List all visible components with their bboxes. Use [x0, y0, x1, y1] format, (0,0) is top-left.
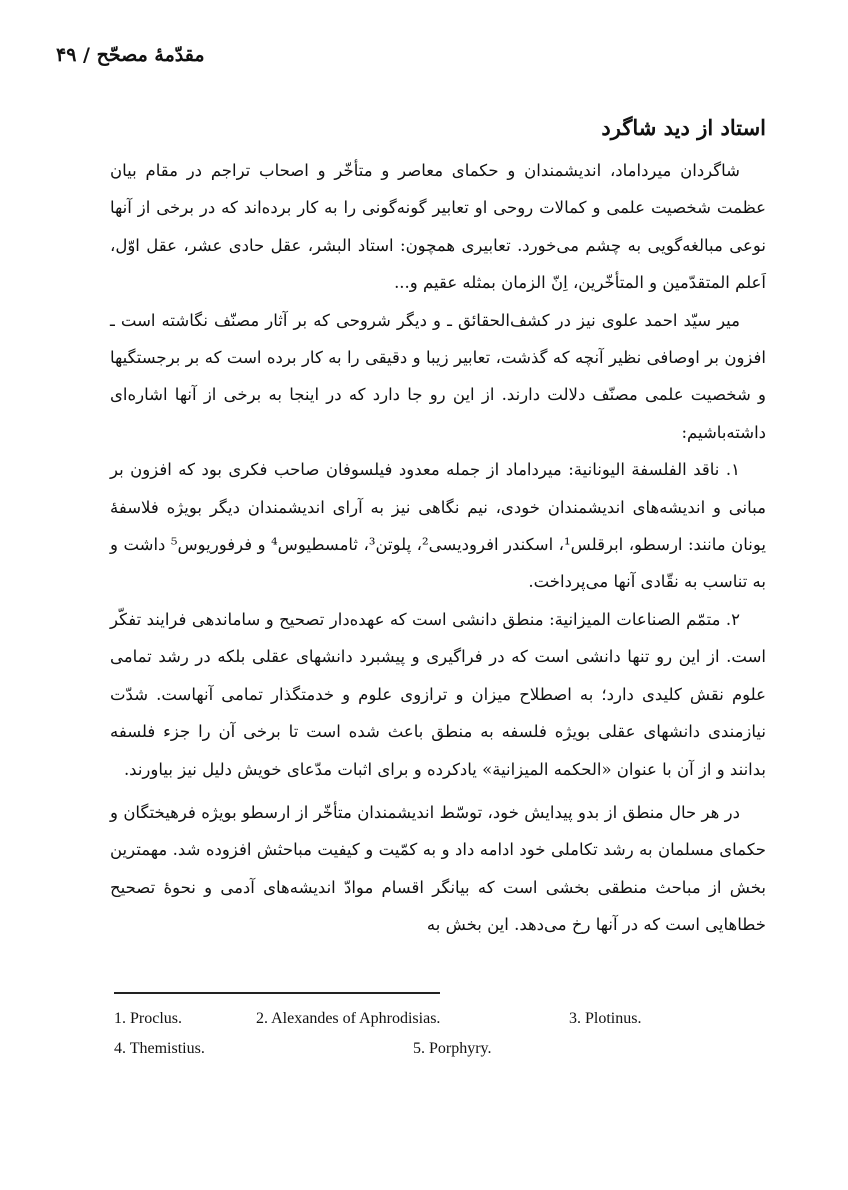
footnote-3: 3. Plotinus.: [569, 1010, 642, 1027]
footnote-row: [114, 1010, 714, 1040]
footnotes: [114, 1010, 714, 1070]
footnote-divider: [114, 992, 440, 994]
footnote-1: 1. Proclus.: [114, 1010, 182, 1027]
paragraph-greek-critic: ۱. ناقد الفلسفة الیونانیة: میرداماد از جمله معدود فیلسوفان صاحب فکری بود که افزون بر مبانی و اندیشه‌های اندیشمندان خودی، نیم نگاهی نیز به آرای اندیشمندان دیگر بویژه فلاسفهٔ یونان مانند: ارسطو، ابرقلس¹، اسکندر افرودیسی²، پلوتن³، ثامسطیوس⁴ و فرفوریوس⁵ داشت و به تناسب به نقّادی آنها می‌پرداخت.: [110, 460, 766, 592]
paragraph-logic-history: در هر حال منطق از بدو پیدایش خود، توسّط اندیشمندان متأخّر از ارسطو بویژه فرهیختگان و حکمای مسلمان به رشد تکاملی خود ادامه داد و به کمّیت و کیفیت مباحثش افزوده شد. مهمترین بخش از مباحث منطقی بخشی است که بیانگر اقسام موادّ اندیشه‌های آدمی و نحوهٔ تصحیح خطاهایی است که در آنها رخ می‌دهد. این بخش به: [110, 802, 766, 935]
main-text: [110, 108, 766, 944]
footnote-row: [114, 1040, 714, 1070]
footnote-4: 4. Themistius.: [114, 1040, 205, 1057]
paragraph-students: شاگردان میرداماد، اندیشمندان و حکمای معاصر و متأخّر و اصحاب تراجم در مقام بیان عظمت شخصیت علمی و کمالات روحی او تعابیر گونه‌گونی را به کار برده‌اند که در برخی از آنها نوعی مبالغه‌گویی به چشم می‌خورد. تعابیری همچون: استاد البشر، عقل حادی عشر، عقل اوّل، اَعلم المتقدّمین و المتأخّرین، اِنّ الزمان بمثله عقیم و...: [110, 161, 766, 293]
footnote-2: 2. Alexandes of Aphrodisias.: [256, 1010, 441, 1027]
section-title: استاد از دید شاگرد: [601, 115, 766, 140]
running-head: مقدّمهٔ مصحّح / ۴۹: [56, 44, 205, 66]
paragraph-logic: ۲. متمّم الصناعات المیزانیة: منطق دانشی است که عهده‌دار تصحیح و ساماندهی فرایند تفکّر است. از این رو تنها دانشی است که در فراگیری و پیشبرد دانشهای عقلی بلکه در رشد تمامی علوم نقش کلیدی دارد؛ به اصطلاح میزان و ترازوی علوم و خدمتگذار تمامی آنهاست. شدّت نیازمندی دانشهای عقلی بویژه فلسفه به منطق باعث شده است تا برخی آن را جزء فلسفه بدانند و از آن با عنوان «الحکمه المیزانیة» یادکرده و برای اثبات مدّعای خویش دلیل نیز بیاورند.: [110, 609, 766, 779]
footnote-5: 5. Porphyry.: [413, 1040, 492, 1057]
paragraph-alavi: میر سیّد احمد علوی نیز در کشف‌الحقائق ـ و دیگر شروحی که بر آثار مصنّف نگاشته است ـ افزون بر اوصافی نظیر آنچه که گذشت، تعابیر زیبا و دقیقی را به کار برده است که بر برجستگیها و شخصیت علمی مصنّف دلالت دارند. از این رو جا دارد که در اینجا به برخی از آنها اشاره‌ای داشته‌باشیم:: [110, 310, 766, 442]
